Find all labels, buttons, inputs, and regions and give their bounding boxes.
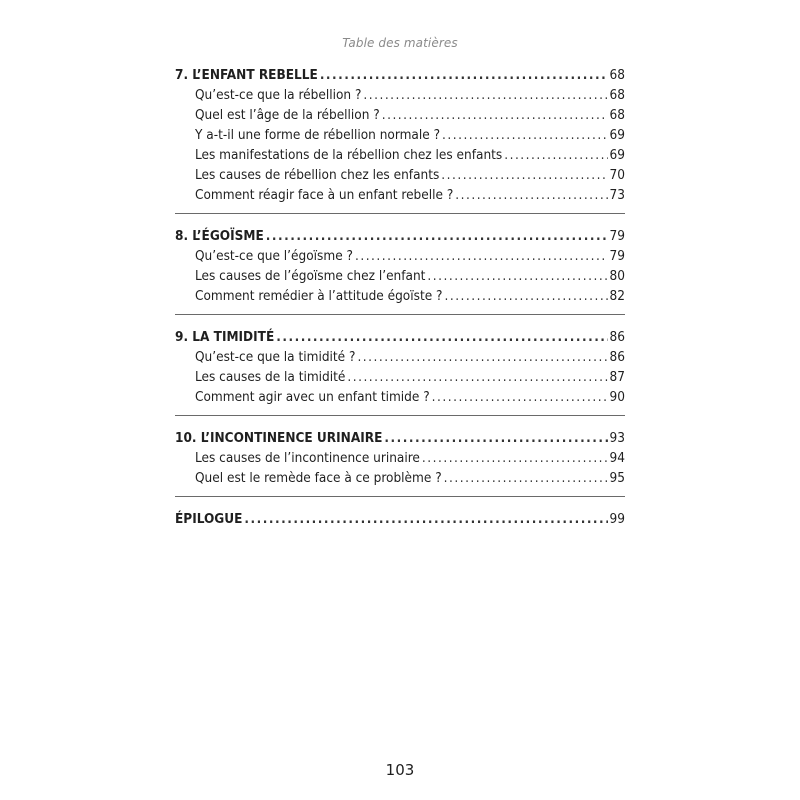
page-number: 93 — [609, 430, 625, 446]
page-number: 95 — [609, 470, 625, 486]
toc-entry[interactable] — [175, 387, 625, 407]
table-of-contents — [175, 65, 625, 549]
dot-leader — [357, 347, 607, 367]
dot-leader — [244, 509, 607, 529]
toc-entry[interactable] — [175, 185, 625, 205]
toc-entry[interactable] — [175, 246, 625, 266]
toc-entry[interactable] — [175, 266, 625, 286]
page-number: 80 — [609, 268, 625, 284]
toc-section-epilogue — [175, 509, 625, 537]
entry-title: Comment remédier à l’attitude égoïste ? — [195, 288, 443, 304]
dot-leader — [276, 327, 607, 347]
dot-leader — [363, 85, 607, 105]
toc-entry[interactable] — [175, 468, 625, 488]
dot-leader — [384, 428, 607, 448]
page-number: 68 — [609, 67, 625, 83]
toc-entry[interactable] — [175, 145, 625, 165]
dot-leader — [382, 105, 608, 125]
page-number: 79 — [609, 248, 625, 264]
toc-chapter-8[interactable] — [175, 226, 625, 246]
entry-title: Les causes de l’égoïsme chez l’enfant — [195, 268, 426, 284]
toc-entry[interactable] — [175, 85, 625, 105]
dot-leader — [355, 246, 608, 266]
dot-leader — [422, 448, 608, 468]
toc-chapter-10[interactable] — [175, 428, 625, 448]
page-number: 73 — [609, 187, 625, 203]
dot-leader — [441, 165, 607, 185]
toc-entry[interactable] — [175, 367, 625, 387]
chapter-title: 10. L’INCONTINENCE URINAIRE — [175, 430, 383, 446]
page-number: 86 — [609, 329, 625, 345]
toc-section-9 — [175, 327, 625, 416]
dot-leader — [444, 286, 607, 306]
dot-leader — [442, 125, 608, 145]
chapter-title: 8. L’ÉGOÏSME — [175, 228, 264, 244]
entry-title: Les causes de rébellion chez les enfants — [195, 167, 440, 183]
page-number: 87 — [609, 369, 625, 385]
entry-title: Les manifestations de la rébellion chez les enfants — [195, 147, 503, 163]
page-number: 69 — [609, 147, 625, 163]
page-number: 86 — [609, 349, 625, 365]
toc-entry[interactable] — [175, 448, 625, 468]
entry-title: Qu’est-ce que la timidité ? — [195, 349, 356, 365]
page-number: 79 — [609, 228, 625, 244]
page-number: 68 — [609, 107, 625, 123]
dot-leader — [444, 468, 608, 488]
dot-leader — [347, 367, 607, 387]
entry-title: Comment réagir face à un enfant rebelle ? — [195, 187, 454, 203]
toc-entry[interactable] — [175, 286, 625, 306]
page-folio: 103 — [385, 761, 415, 779]
entry-title: Comment agir avec un enfant timide ? — [195, 389, 430, 405]
chapter-title: 9. LA TIMIDITÉ — [175, 329, 275, 345]
dot-leader — [455, 185, 607, 205]
dot-leader — [266, 226, 608, 246]
toc-section-7 — [175, 65, 625, 214]
toc-entry[interactable] — [175, 125, 625, 145]
toc-entry[interactable] — [175, 165, 625, 185]
page-number: 99 — [609, 511, 625, 527]
entry-title: Les causes de l’incontinence urinaire — [195, 450, 420, 466]
dot-leader — [320, 65, 608, 85]
toc-chapter-9[interactable] — [175, 327, 625, 347]
toc-section-10 — [175, 428, 625, 497]
entry-title: Qu’est-ce que l’égoïsme ? — [195, 248, 353, 264]
page-number: 68 — [609, 87, 625, 103]
entry-title: Quel est le remède face à ce problème ? — [195, 470, 442, 486]
page-number: 82 — [609, 288, 625, 304]
entry-title: Y a-t-il une forme de rébellion normale ? — [195, 127, 441, 143]
dot-leader — [427, 266, 607, 286]
toc-entry[interactable] — [175, 105, 625, 125]
page-number: 90 — [609, 389, 625, 405]
page-number: 69 — [609, 127, 625, 143]
chapter-title: 7. L’ENFANT REBELLE — [175, 67, 318, 83]
page-number: 70 — [609, 167, 625, 183]
dot-leader — [432, 387, 608, 407]
toc-section-8 — [175, 226, 625, 315]
running-head: Table des matières — [342, 36, 458, 50]
entry-title: Quel est l’âge de la rébellion ? — [195, 107, 380, 123]
chapter-title: ÉPILOGUE — [175, 511, 243, 527]
toc-entry[interactable] — [175, 347, 625, 367]
entry-title: Qu’est-ce que la rébellion ? — [195, 87, 362, 103]
dot-leader — [504, 145, 607, 165]
toc-chapter-7[interactable] — [175, 65, 625, 85]
entry-title: Les causes de la timidité — [195, 369, 346, 385]
page-number: 94 — [609, 450, 625, 466]
toc-chapter-epilogue[interactable] — [175, 509, 625, 529]
